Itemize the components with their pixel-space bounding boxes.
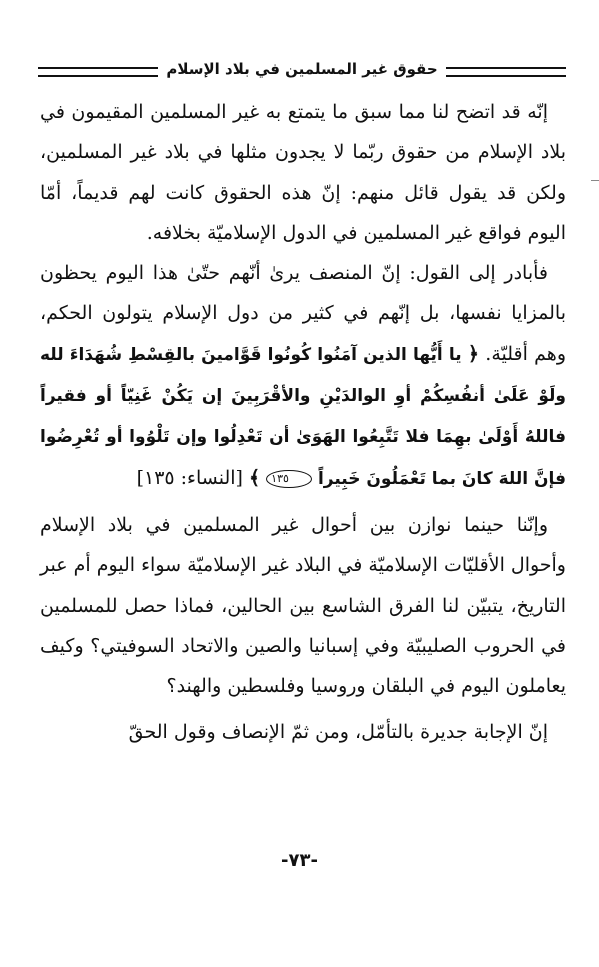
quran-verse: يا أَيُّها الذين آمَنُوا كُونُوا قَوَّامينَ بالقِسْطِ شُهَدَاءَ لله ولَوْ عَلَىٰ أنفُسِكُمْ أوِ الوالدَيْنِ والأقْرَبِينَ إن يَكُنْ غَنِيّاً أو فقيراً فاللهُ أَوْلَىٰ بهِمَا فلا تَتَّبِعُوا الهَوَىٰ أن تَعْدِلُوا وإن تَلْوُوا أو تُعْرِضُوا فإنَّ اللهَ كانَ بما تَعْمَلُونَ خَبِيراً bbox=[40, 344, 566, 489]
page-number: -٧٣- bbox=[281, 850, 318, 871]
ayah-number-marker: ١٣٥ bbox=[266, 470, 312, 488]
running-header bbox=[38, 52, 566, 86]
quran-close-bracket: ﴾ bbox=[248, 466, 261, 489]
paragraph-1: إنّه قد اتضح لنا مما سبق ما يتمتع به غير المسلمين المقيمون في بلاد الإسلام من حقوق ربّما لا يجدون مثلها في بلاد غير المسلمين، ولكن قد يقول قائل منهم: إنّ هذه الحقوق كانت لهم قديماً، أمّا اليوم فواقع غير المسلمين في الدول الإسلاميّة بخلافه. bbox=[40, 101, 566, 244]
paragraph-3: وإنّنا حينما نوازن بين أحوال غير المسلمين في بلاد الإسلام وأحوال الأقليّات الإسلاميّة في البلاد غير الإسلاميّة سواء اليوم أم عبر التاريخ، يتبيّن لنا الفرق الشاسع بين الحالين، فماذا حصل للمسلمين في الحروب الصليبيّة وفي إسبانيا والصين والاتحاد السوفيتي؟ وكيف يعاملون اليوم في البلقان وروسيا وفلسطين والهند؟ bbox=[40, 513, 566, 698]
header-rule-right bbox=[446, 67, 566, 77]
header-title: حقوق غير المسلمين في بلاد الإسلام bbox=[166, 60, 438, 78]
paragraph-4: إنّ الإجابة جديرة بالتأمّل، ومن ثمّ الإنصاف وقول الحقّ bbox=[128, 721, 548, 744]
paragraph-2 bbox=[40, 253, 566, 499]
header-rule-left bbox=[38, 67, 158, 77]
verse-reference: [النساء: ١٣٥] bbox=[136, 466, 243, 489]
body-text bbox=[40, 92, 566, 753]
margin-mark bbox=[591, 180, 599, 181]
quran-open-bracket: ﴿ bbox=[467, 342, 480, 365]
paragraph-2-text: فأبادر إلى القول: إنّ المنصف يرىٰ أنّهم حتّىٰ هذا اليوم يحظون بالمزايا نفسها، بل إنّهم في كثير من دول الإسلام يتولون الحكم، وهم أقليّة. bbox=[40, 262, 566, 365]
